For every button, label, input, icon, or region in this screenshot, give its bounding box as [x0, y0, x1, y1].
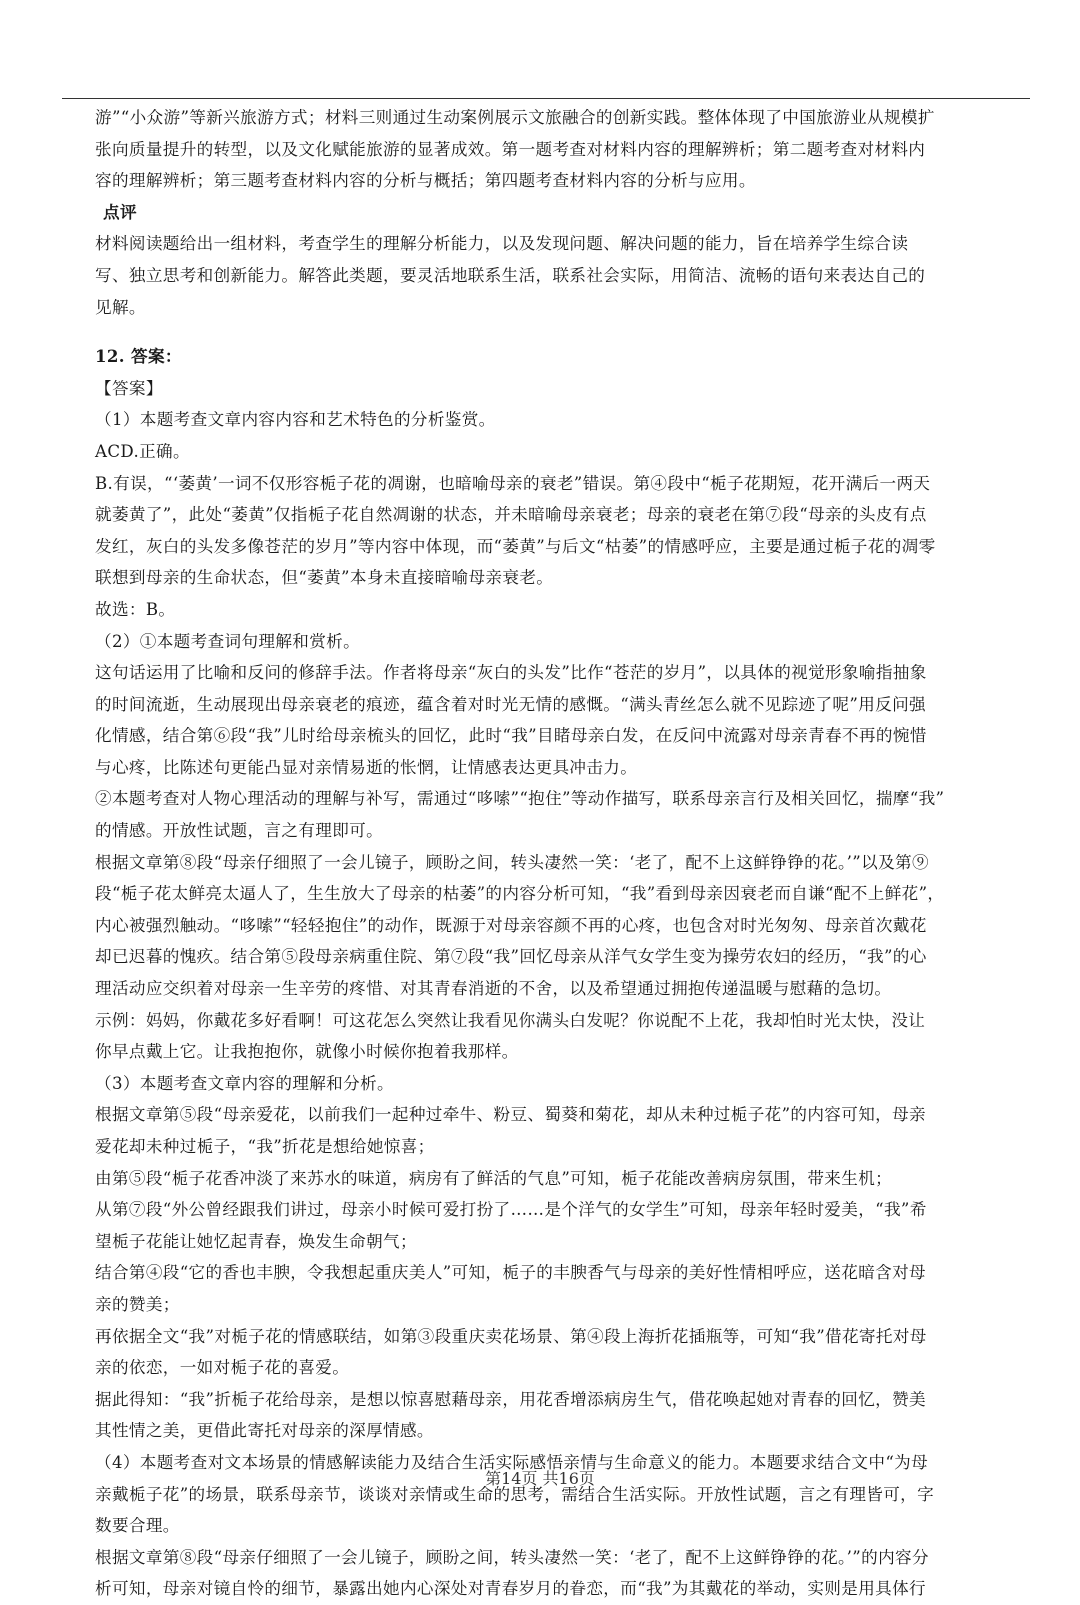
- text-line: B.有误，“‘萎黄’一词不仅形容栀子花的凋谢，也暗喻母亲的衰老”错误。第④段中“栀子花期短，花开满后一两天: [95, 473, 931, 493]
- text-line: 的情感。开放性试题，言之有理即可。: [95, 821, 384, 841]
- text-line: 理活动应交织着对母亲一生辛劳的疼惜、对其青春消逝的不舍，以及希望通过拥抱传递温暖与慰藉的急切。: [95, 979, 892, 999]
- text-line: （2）①本题考查词句理解和赏析。: [95, 631, 361, 651]
- text-line: 容的理解辨析；第三题考查材料内容的分析与概括；第四题考查材料内容的分析与应用。: [95, 171, 756, 191]
- text-line: 的时间流逝，生动展现出母亲衰老的痕迹，蕴含着对时光无情的感慨。“满头青丝怎么就不见踪迹了呢”用反问强: [95, 694, 926, 714]
- text-line: 故选：B。: [95, 599, 176, 619]
- header-rule: [62, 98, 1030, 99]
- question-12-heading: 12. 答案：: [95, 346, 182, 367]
- text-line: 从第⑦段“外公曾经跟我们讲过，母亲小时候可爱打扮了……是个洋气的女学生”可知，母亲年轻时爱美，“我”希: [95, 1200, 927, 1220]
- text-line: 见解。: [95, 297, 146, 317]
- text-line: 示例：妈妈，你戴花多好看啊！可这花怎么突然让我看见你满头白发呢？你说配不上花，我却怕时光太快，没让: [95, 1010, 926, 1030]
- text-line: 化情感，结合第⑥段“我”儿时给母亲梳头的回忆，此时“我”目睹母亲白发，在反问中流露对母亲青春不再的惋惜: [95, 726, 927, 746]
- text-line: 根据文章第⑧段“母亲仔细照了一会儿镜子，顾盼之间，转头凄然一笑：‘老了，配不上这鲜铮铮的花。’”的内容分: [95, 1547, 929, 1567]
- comment-paragraph: [95, 228, 1035, 323]
- text-line: （4）本题考查对文本场景的情感解读能力及结合生活实际感悟亲情与生命意义的能力。本题要求结合文中“为母: [95, 1452, 929, 1472]
- text-line: 就萎黄了”，此处“萎黄”仅指栀子花自然凋谢的状态，并未暗喻母亲衰老；母亲的衰老在第⑦段“母亲的头皮有点: [95, 505, 927, 525]
- text-line: ACD.正确。: [95, 441, 190, 461]
- comment-heading: 点评: [103, 201, 137, 222]
- intro-paragraph: [95, 102, 1035, 197]
- text-line: 这句话运用了比喻和反问的修辞手法。作者将母亲“灰白的头发”比作“苍茫的岁月”，以具体的视觉形象喻指抽象: [95, 663, 927, 683]
- text-line: 数要合理。: [95, 1516, 180, 1536]
- text-line: 析可知，母亲对镜自怜的细节，暴露出她内心深处对青春岁月的眷恋，而“我”为其戴花的举动，实则是用具体行: [95, 1579, 926, 1599]
- text-line: 根据文章第⑧段“母亲仔细照了一会儿镜子，顾盼之间，转头凄然一笑：‘老了，配不上这鲜铮铮的花。’”以及第⑨: [95, 852, 929, 872]
- text-line: 亲戴栀子花”的场景，联系母亲节，谈谈对亲情或生命的思考，需结合生活实际。开放性试题，言之有理皆可，字: [95, 1484, 935, 1504]
- text-line: 写、独立思考和创新能力。解答此类题，要灵活地联系生活，联系社会实际，用简洁、流畅的语句来表达自己的: [95, 265, 926, 285]
- text-line: 再依据全文“我”对栀子花的情感联结，如第③段重庆卖花场景、第④段上海折花插瓶等，可知“我”借花寄托对母: [95, 1326, 927, 1346]
- text-line: 材料阅读题给出一组材料，考查学生的理解分析能力，以及发现问题、解决问题的能力，旨在培养学生综合读: [95, 234, 909, 254]
- text-line: ②本题考查对人物心理活动的理解与补写，需通过“哆嗦”“抱住”等动作描写，联系母亲言行及相关回忆，揣摩“我”: [95, 789, 945, 809]
- text-line: 联想到母亲的生命状态，但“萎黄”本身未直接暗喻母亲衰老。: [95, 568, 554, 588]
- page-footer: 第14页 共16页: [485, 1469, 595, 1488]
- text-line: 根据文章第⑤段“母亲爱花，以前我们一起种过牵牛、粉豆、蜀葵和菊花，却从未种过栀子花”的内容可知，母亲: [95, 1105, 926, 1125]
- answer-tag: 【答案】: [95, 378, 163, 398]
- text-line: 亲的依恋，一如对栀子花的喜爱。: [95, 1358, 350, 1378]
- text-line: （3）本题考查文章内容的理解和分析。: [95, 1073, 394, 1093]
- text-line: 结合第④段“它的香也丰腴，令我想起重庆美人”可知，栀子的丰腴香气与母亲的美好性情相呼应，送花暗含对母: [95, 1263, 926, 1283]
- text-line: 却已迟暮的愧疚。结合第⑤段母亲病重住院、第⑦段“我”回忆母亲从洋气女学生变为操劳农妇的经历，“我”的心: [95, 947, 927, 967]
- text-line: （1）本题考查文章内容内容和艺术特色的分析鉴赏。: [95, 410, 496, 430]
- text-line: 据此得知：“我”折栀子花给母亲，是想以惊喜慰藉母亲，用花香增添病房生气，借花唤起她对青春的回忆，赞美: [95, 1389, 926, 1409]
- text-line: 内心被强烈触动。“哆嗦”“轻轻抱住”的动作，既源于对母亲容颜不再的心疼，也包含对时光匆匆、母亲首次戴花: [95, 915, 927, 935]
- text-line: 张向质量提升的转型，以及文化赋能旅游的显著成效。第一题考查对材料内容的理解辨析；第二题考查对材料内: [95, 139, 926, 159]
- text-line: 望栀子花能让她忆起青春，焕发生命朝气；: [95, 1231, 417, 1251]
- text-line: 亲的赞美；: [95, 1294, 180, 1314]
- text-line: 与心疼，比陈述句更能凸显对亲情易逝的怅惘，让情感表达更具冲击力。: [95, 757, 638, 777]
- text-line: 由第⑤段“栀子花香冲淡了来苏水的味道，病房有了鲜活的气息”可知，栀子花能改善病房氛围，带来生机；: [95, 1168, 893, 1188]
- text-line: 游”“小众游”等新兴旅游方式；材料三则通过生动案例展示文旅融合的创新实践。整体体现了中国旅游业从规模扩: [95, 108, 935, 127]
- text-line: 其性情之美，更借此寄托对母亲的深厚情感。: [95, 1421, 434, 1441]
- text-line: 段“栀子花太鲜亮太逼人了，生生放大了母亲的枯萎”的内容分析可知，“我”看到母亲因衰老而自谦“配不上鲜花”，: [95, 884, 945, 904]
- answer-body: [95, 404, 1035, 1605]
- text-line: 爱花却未种过栀子，“我”折花是想给她惊喜；: [95, 1137, 435, 1156]
- text-line: 你早点戴上它。让我抱抱你，就像小时候你抱着我那样。: [95, 1042, 519, 1062]
- text-line: 发红，灰白的头发多像苍茫的岁月”等内容中体现，而“萎黄”与后文“枯萎”的情感呼应，主要是通过栀子花的凋零: [95, 536, 936, 556]
- page-content: [95, 102, 1035, 1605]
